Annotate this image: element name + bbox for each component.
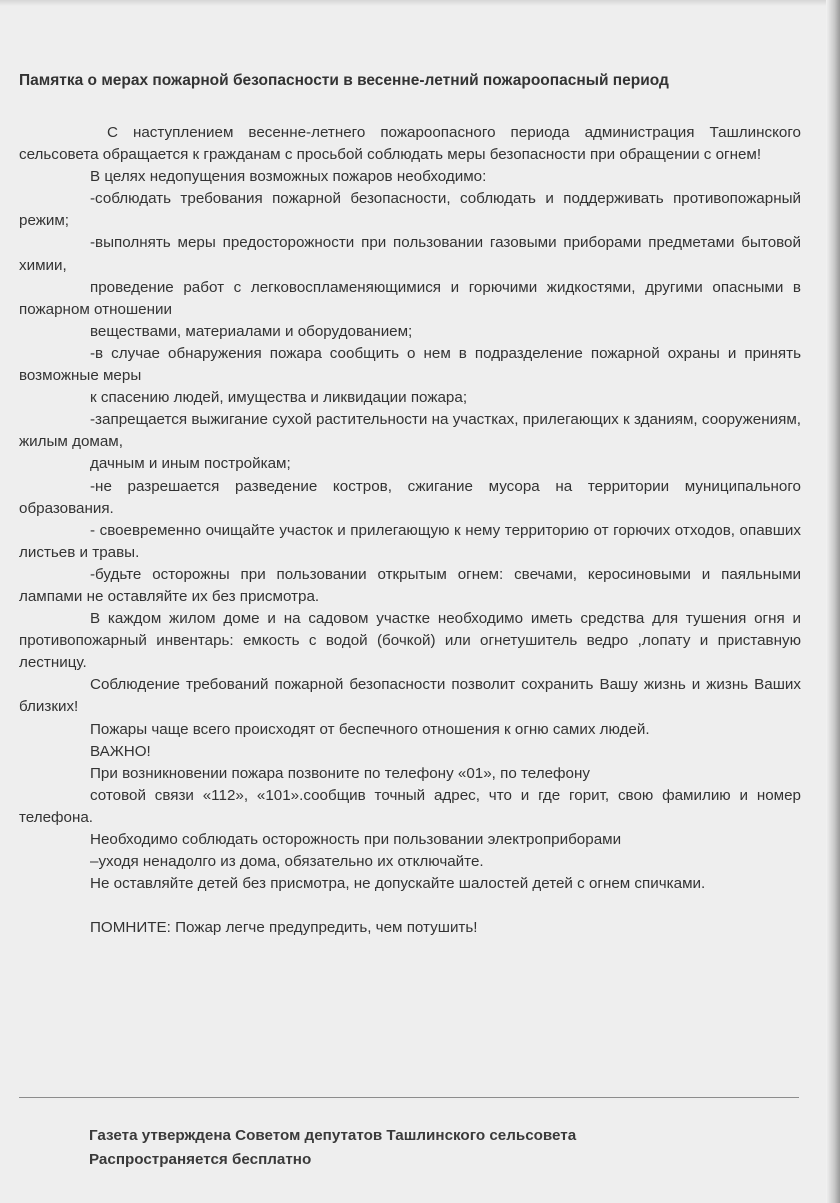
paragraph-rule-4: -в случае обнаружения пожара сообщить о нем в подразделение пожарной охраны и принять возможные меры <box>19 344 801 385</box>
paragraph-electric: Необходимо соблюдать осторожность при пользовании электроприборами <box>90 831 622 848</box>
paragraph-electric-cont: –уходя ненадолго из дома, обязательно их отключайте. <box>90 853 484 871</box>
footer-divider <box>19 1097 799 1098</box>
paragraph-rule-5-cont: дачным и иным постройкам; <box>90 455 291 473</box>
paragraph-rule-6: -не разрешается разведение костров, сжигание мусора на территории муниципального образования. <box>19 477 801 517</box>
paragraph-rule-7: - своевременно очищайте участок и прилегающую к нему территорию от горючих отходов, опавших листьев и травы. <box>19 521 801 561</box>
footer <box>89 1124 576 1172</box>
paragraph-safety: Соблюдение требований пожарной безопасности позволит сохранить Вашу жизнь и жизнь Ваших близких! <box>19 676 801 716</box>
scan-edge-shadow <box>826 0 840 1203</box>
paragraph-rule-1: -соблюдать требования пожарной безопасности, соблюдать и поддерживать противопожарный режим; <box>19 190 801 230</box>
paragraph-important: ВАЖНО! <box>90 742 151 760</box>
document-title: Памятка о мерах пожарной безопасности в весенне-летний пожароопасный период <box>19 72 669 89</box>
paragraph-causes: Пожары чаще всего происходят от беспечного отношения к огню самих людей. <box>90 720 650 738</box>
document-page <box>19 0 809 1203</box>
paragraph-intro: С наступлением весенне-летнего пожароопасного периода администрация Ташлинского сельсовета обращается к гражданам с просьбой соблюдать меры безопасности при обращении с огнем! <box>19 124 801 164</box>
paragraph-closing: ПОМНИТЕ: Пожар легче предупредить, чем потушить! <box>90 919 478 937</box>
paragraph-rule-4-cont: к спасению людей, имущества и ликвидации пожара; <box>90 389 468 407</box>
paragraph-goal: В целях недопущения возможных пожаров необходимо: <box>90 168 487 186</box>
paragraph-rule-2: -выполнять меры предосторожности при пользовании газовыми приборами предметами бытовой химии, <box>19 234 801 274</box>
footer-line-approval: Газета утверждена Советом депутатов Ташлинского сельсовета <box>89 1127 577 1144</box>
paragraph-rule-8: -будьте осторожны при пользовании открытым огнем: свечами, керосиновыми и паяльными лампами не оставляйте их без присмотра. <box>19 565 801 605</box>
paragraph-rule-5: -запрещается выжигание сухой растительности на участках, прилегающих к зданиям, сооружениям, жилым домам, <box>19 411 801 451</box>
paragraph-equipment: В каждом жилом доме и на садовом участке необходимо иметь средства для тушения огня и противопожарный инвентарь: емкость с водой (бочкой) или огнетушитель ведро ,лопату и приставную лестницу. <box>19 610 801 672</box>
paragraph-phone-cont: сотовой связи «112», «101».сообщив точный адрес, что и где горит, свою фамилию и номер телефона. <box>19 786 801 826</box>
paragraph-children: Не оставляйте детей без присмотра, не допускайте шалостей детей с огнем спичками. <box>90 875 706 893</box>
footer-line-distribution: Распространяется бесплатно <box>89 1151 312 1168</box>
document-body <box>19 122 801 939</box>
paragraph-phone: При возникновении пожара позвоните по телефону «01», по телефону <box>90 764 590 782</box>
paragraph-rule-3: проведение работ с легковоспламеняющимися и горючими жидкостями, другими опасными в пожарном отношении <box>19 278 801 318</box>
paragraph-rule-3-cont: веществами, материалами и оборудованием; <box>90 322 413 340</box>
